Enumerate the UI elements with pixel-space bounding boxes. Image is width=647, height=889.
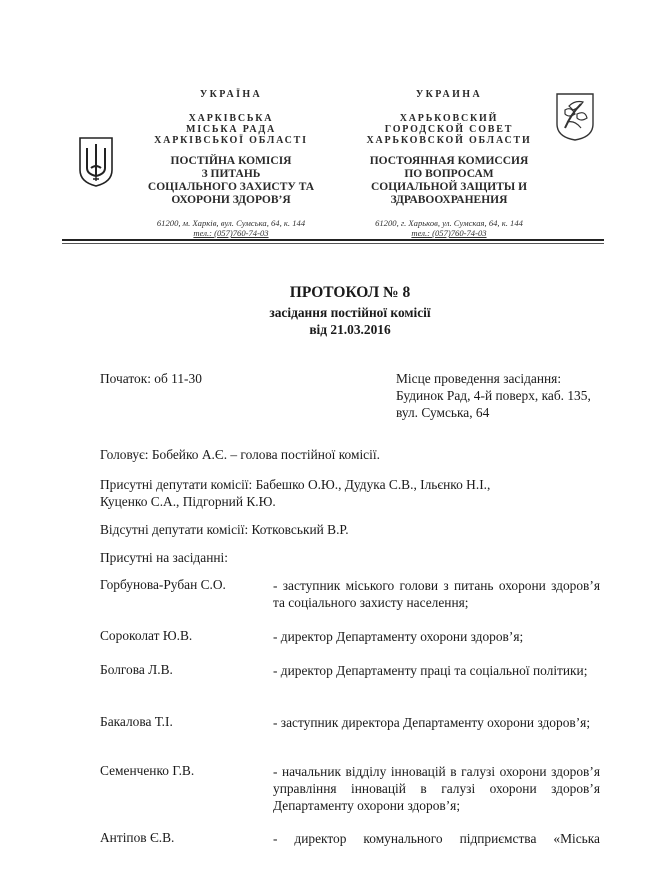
- attendee-name: Семенченко Г.В.: [100, 763, 195, 778]
- country-ru: УКРАИНА: [415, 89, 483, 100]
- attendee-role: - директор Департаменту охорони здоров’я;: [273, 629, 524, 644]
- meeting-place-label: Місце проведення засідання:: [396, 371, 562, 386]
- commission-ua-4: ОХОРОНИ ЗДОРОВ’Я: [171, 194, 291, 206]
- attendee-name: Антіпов Є.В.: [100, 830, 175, 845]
- present-deputies-line1: Присутні депутати комісії: Бабешко О.Ю., Дудука С.В., Ільєнко Н.І.,: [100, 477, 491, 492]
- council-name-ua-2: МІСЬКА РАДА: [185, 124, 277, 135]
- commission-ua-2: З ПИТАНЬ: [201, 168, 261, 180]
- protocol-date: від 21.03.2016: [309, 322, 391, 337]
- chair-line: Головує: Бобейко А.Є. – голова постійної комісії.: [100, 447, 380, 462]
- council-name-ua-3: ХАРКІВСЬКОЇ ОБЛАСТІ: [154, 135, 308, 146]
- attendee-role: - заступник директора Департаменту охорони здоров’я;: [273, 715, 591, 730]
- address-ru: 61200, г. Харьков, ул. Сумская, 64, к. 144: [375, 218, 523, 228]
- commission-ru-3: СОЦИАЛЬНОЙ ЗАЩИТЫ И: [370, 181, 528, 193]
- phone-ua: тел.: (057)760-74-03: [193, 228, 269, 238]
- meeting-start: Початок: об 11-30: [100, 371, 202, 386]
- attendee-name: Горбунова-Рубан С.О.: [100, 577, 226, 592]
- attendee-name: Сороколат Ю.В.: [100, 628, 193, 643]
- attendee-role: - директор Департаменту праці та соціальної політики;: [273, 663, 588, 678]
- protocol-subtitle: засідання постійної комісії: [269, 305, 431, 320]
- address-ua: 61200, м. Харків, вул. Сумська, 64, к. 144: [156, 218, 306, 228]
- council-name-ua-1: ХАРКІВСЬКА: [188, 113, 274, 124]
- phone-ru: тел.: (057)760-74-03: [411, 228, 487, 238]
- commission-ua-3: СОЦІАЛЬНОГО ЗАХИСТУ ТА: [147, 181, 315, 193]
- absent-deputies-line: Відсутні депутати комісії: Котковський В.Р.: [100, 522, 349, 537]
- attendee-name: Болгова Л.В.: [100, 662, 173, 677]
- meeting-place-line1: Будинок Рад, 4-й поверх, каб. 135,: [396, 388, 591, 403]
- council-name-ru-3: ХАРЬКОВСКОЙ ОБЛАСТИ: [366, 135, 532, 146]
- present-label: Присутні на засіданні:: [100, 550, 228, 565]
- protocol-title: ПРОТОКОЛ № 8: [289, 284, 411, 301]
- commission-ru-1: ПОСТОЯННАЯ КОМИССИЯ: [369, 155, 529, 167]
- attendee-role: - директор комунального підприємства «Міська: [273, 831, 600, 846]
- commission-ru-2: ПО ВОПРОСАМ: [404, 168, 494, 180]
- header-divider-thick: [62, 239, 604, 241]
- country-ua: УКРАЇНА: [199, 89, 263, 100]
- council-name-ru-2: ГОРОДСКОЙ СОВЕТ: [384, 124, 514, 135]
- attendee-role: - заступник міського голови з питань охорони здоров’я та соціального захисту населення;: [273, 578, 600, 610]
- attendee-name: Бакалова Т.І.: [100, 714, 173, 729]
- commission-ua-1: ПОСТІЙНА КОМІСІЯ: [170, 155, 292, 167]
- council-name-ru-1: ХАРЬКОВСКИЙ: [399, 113, 499, 124]
- meeting-place-line2: вул. Сумська, 64: [396, 405, 490, 420]
- present-deputies-line2: Куценко С.А., Підгорний К.Ю.: [100, 494, 276, 509]
- trident-coat-of-arms-icon: [78, 136, 114, 188]
- commission-ru-4: ЗДРАВООХРАНЕНИЯ: [390, 194, 508, 206]
- attendee-role: - начальник відділу інновацій в галузі охорони здоров’я управління інновацій в галузі охорони здоров’я Департаменту охорони здоров’я;: [273, 764, 600, 813]
- kharkiv-city-arms-icon: [555, 92, 595, 142]
- header-divider-thin: [62, 243, 604, 244]
